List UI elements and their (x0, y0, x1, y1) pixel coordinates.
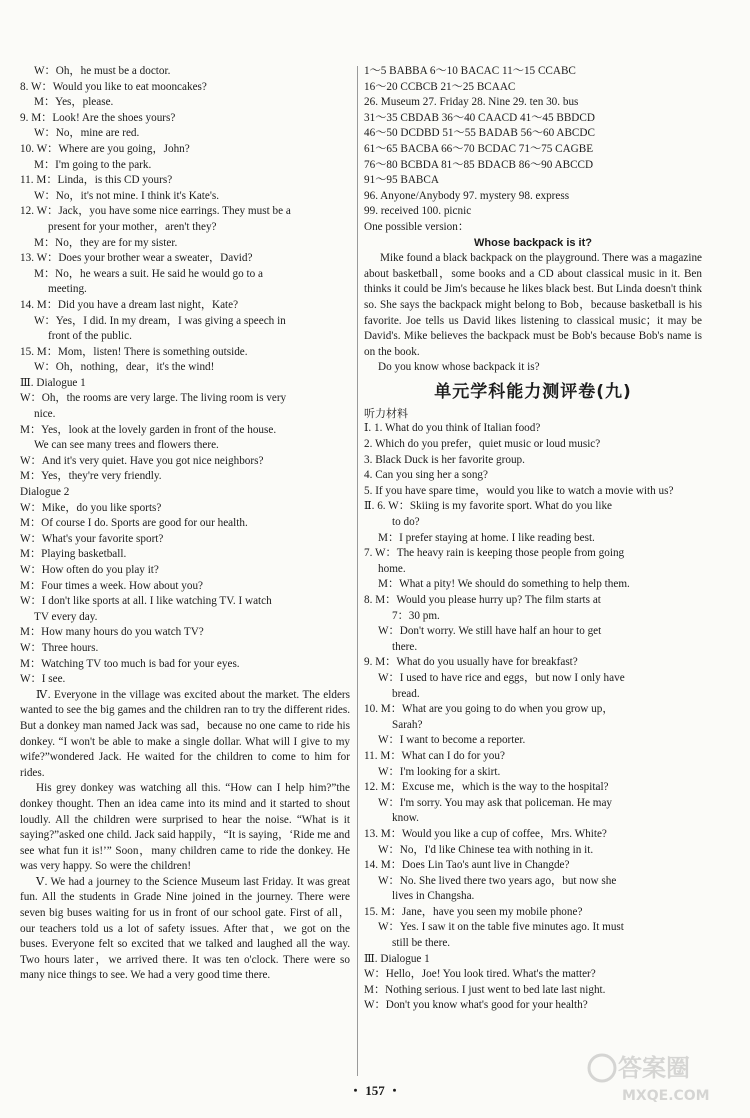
text-line: Ⅲ. Dialogue 1 (364, 952, 430, 965)
text-line: 46～50 DCDBD 51～55 BADAB 56～60 ABCDC (364, 127, 595, 140)
essay-title: Whose backpack is it? (474, 236, 592, 249)
text-line: still be there. (392, 937, 451, 950)
paragraph: His grey donkey was watching all this. “How can I help him?”the donkey thought. Then an idea came into its mind and it started to shout loudly. All the children were surprised to hear the noise. “What is it saying?”asked one child. Jack said happily，“It is saying，‘Ride me and see what fun it is!’” Soon，many children came to ride the donkey. He was very happy. So were the children! (20, 782, 350, 873)
text-line: 9. M：Look! Are the shoes yours? (20, 111, 176, 124)
text-line: W：I don't like sports at all. I like watching TV. I watch (20, 595, 272, 608)
text-line: We can see many trees and flowers there. (34, 439, 219, 452)
left-column (20, 64, 350, 984)
paragraph: Ⅳ. Everyone in the village was excited about the market. The elders wanted to see the big games and the children ran to try the different rides. But a donkey man named Jack was sad，because no one came to ride his donkey. “I won't be able to make a single dollar. What will I give to my wife?”wondered Jack. He waited for the children to come to him for rides. (20, 688, 350, 779)
text-line: Do you know whose backpack it is? (378, 361, 540, 374)
text-line: W：Oh，nothing，dear，it's the wind! (34, 361, 215, 374)
text-line: One possible version： (364, 220, 470, 233)
text-line: M：Nothing serious. I just went to bed late last night. (364, 983, 606, 996)
paragraph: Mike found a black backpack on the playground. There was a magazine about basketball，some books and a CD about classical music in it. Ben thinks it could be Jim's because he likes black best. But Linda doesn't think so. She says the backpack might belong to Bob，because basketball is his favorite. Joe tells us David likes listening to classical music；it may be David's. Mike believes the backpack must be Bob's because Bob's name is on the book. (364, 252, 702, 358)
text-line: there. (392, 640, 418, 653)
text-line: M：No，they are for my sister. (34, 236, 178, 249)
text-line: M：Of course I do. Sports are good for our health. (20, 517, 248, 530)
text-line: 76～80 BCBDA 81～85 BDACB 86～90 ABCCD (364, 158, 594, 171)
text-line: 9. M：What do you usually have for breakfast? (364, 656, 578, 669)
text-line: 31～35 CBDAB 36～40 CAACD 41～45 BBDCD (364, 111, 595, 124)
section-subheading: 听力材料 (364, 406, 408, 420)
text-line: Ⅰ. 1. What do you think of Italian food? (364, 422, 541, 435)
column-divider (357, 66, 358, 1076)
text-line: W：No，I'd like Chinese tea with nothing in it. (378, 843, 594, 856)
text-line: W：Hello，Joe! You look tired. What's the matter? (364, 968, 596, 981)
text-line: W：No，mine are red. (34, 127, 140, 140)
text-line: 14. M：Does Lin Tao's aunt live in Changde? (364, 859, 570, 872)
watermark-logo (586, 1046, 736, 1110)
text-line: 91～95 BABCA (364, 174, 439, 187)
text-line: 16～20 CCBCB 21～25 BCAAC (364, 80, 516, 93)
page-number: ・ 157 ・ (348, 1083, 401, 1098)
text-line: front of the public. (48, 330, 132, 343)
text-line: W：Don't you know what's good for your health? (364, 999, 588, 1012)
text-line: bread. (392, 687, 420, 700)
text-line: 15. M：Mom，listen! There is something outside. (20, 345, 248, 358)
section-heading: 单元学科能力测评卷(九) (434, 381, 632, 402)
text-line: W：Oh，he must be a doctor. (34, 65, 171, 77)
text-line: M：Yes，look at the lovely garden in front of the house. (20, 423, 277, 436)
text-line: W：Yes. I saw it on the table five minutes ago. It must (378, 921, 624, 934)
text-line: M：I prefer staying at home. I like reading best. (378, 531, 595, 544)
paragraph: 5. If you have spare time，would you like to watch a movie with us? (364, 484, 674, 497)
text-line: W：How often do you play it? (20, 564, 159, 576)
watermark-url: MXQE.COM (622, 1088, 710, 1104)
text-line: 12. W：Jack，you have some nice earrings. They must be a (20, 205, 291, 218)
text-line: nice. (34, 408, 56, 421)
text-line: M：No，he wears a suit. He said he would go to a (34, 267, 263, 280)
text-line: Dialogue 2 (20, 486, 70, 499)
text-line: TV every day. (34, 610, 98, 623)
paragraph: Ⅴ. We had a journey to the Science Museum last Friday. It was great fun. All the students in Grade Nine joined in the journey. There were seven big buses waiting for us in front of our school gate. First of all，our teachers told us a lot of safety issues. After that，we got on the buses. Everyone felt so excited that we talked and laughed all the way. Two hours later，we arrived there. It was ten o'clock. There were so many nice things to see. We had a very good time there. (20, 875, 350, 982)
text-line: 15. M：Jane，have you seen my mobile phone? (364, 905, 583, 918)
text-line: 99. received 100. picnic (364, 205, 472, 218)
text-line: W：I see. (20, 673, 66, 686)
text-line: M：What a pity! We should do something to help them. (378, 578, 630, 591)
text-line: 10. M：What are you going to do when you grow up， (364, 703, 614, 716)
text-line: 7：30 pm. (392, 609, 440, 622)
text-line: W：I'm sorry. You may ask that policeman. He may (378, 796, 613, 809)
text-line: W：Yes，I did. In my dream，I was giving a speech in (34, 314, 286, 327)
text-line: 26. Museum 27. Friday 28. Nine 29. ten 30. bus (364, 96, 579, 109)
text-line: W：No. She lived there two years ago，but now she (378, 874, 617, 887)
text-line: to do? (392, 516, 420, 529)
text-line: M：I'm going to the park. (34, 158, 152, 171)
text-line: 11. M：What can I do for you? (364, 749, 505, 762)
watermark-text: 答案圈 (618, 1054, 690, 1082)
text-line: M：Yes，please. (34, 96, 114, 109)
text-line: 14. M：Did you have a dream last night，Kate? (20, 298, 239, 311)
text-line: 96. Anyone/Anybody 97. mystery 98. express (364, 189, 570, 202)
text-line: 13. M：Would you like a cup of coffee，Mrs. White? (364, 827, 607, 840)
text-line: Ⅱ. 6. W：Skiing is my favorite sport. What do you like (364, 500, 613, 513)
text-line: M：How many hours do you watch TV? (20, 626, 204, 639)
text-line: Sarah? (392, 718, 423, 731)
text-line: M：Watching TV too much is bad for your eyes. (20, 657, 240, 670)
text-line: W：What's your favorite sport? (20, 532, 164, 545)
text-line: M：Four times a week. How about you? (20, 579, 204, 592)
text-line: home. (378, 562, 406, 575)
text-line: present for your mother，aren't they? (48, 220, 217, 233)
text-line: 61～65 BACBA 66～70 BCDAC 71～75 CAGBE (364, 142, 594, 155)
text-line: meeting. (48, 283, 87, 296)
text-line: W：I'm looking for a skirt. (378, 765, 501, 778)
text-line: M：Yes，they're very friendly. (20, 470, 162, 483)
text-line: lives in Changsha. (392, 890, 475, 903)
text-line: 11. M：Linda，is this CD yours? (20, 174, 173, 187)
text-line: 1～5 BABBA 6～10 BACAC 11～15 CCABC (364, 65, 576, 77)
text-line: W：Mike，do you like sports? (20, 501, 162, 514)
text-line: 7. W：The heavy rain is keeping those people from going (364, 547, 625, 560)
text-line: 12. M：Excuse me，which is the way to the hospital? (364, 781, 609, 794)
text-line: W：I want to become a reporter. (378, 734, 526, 747)
text-line: W：No，it's not mine. I think it's Kate's. (34, 189, 220, 202)
text-line: W：I used to have rice and eggs，but now I only have (378, 671, 625, 684)
text-line: 3. Black Duck is her favorite group. (364, 453, 525, 466)
text-line: 8. W：Would you like to eat mooncakes? (20, 80, 207, 93)
text-line: Ⅲ. Dialogue 1 (20, 376, 86, 389)
text-line: 2. Which do you prefer，quiet music or loud music? (364, 438, 601, 451)
text-line: 10. W：Where are you going，John? (20, 142, 190, 155)
text-line: W：Don't worry. We still have half an hour to get (378, 625, 602, 638)
text-line: W：And it's very quiet. Have you got nice neighbors? (20, 454, 264, 467)
text-line: know. (392, 812, 419, 825)
text-line: M：Playing basketball. (20, 548, 127, 561)
text-line: 8. M：Would you please hurry up? The film starts at (364, 594, 601, 606)
text-line: 4. Can you sing her a song? (364, 469, 488, 482)
text-line: W：Oh，the rooms are very large. The living room is very (20, 392, 287, 405)
text-line: W：Three hours. (20, 641, 99, 654)
text-line: 13. W：Does your brother wear a sweater，David? (20, 252, 253, 265)
right-column (364, 64, 702, 1014)
